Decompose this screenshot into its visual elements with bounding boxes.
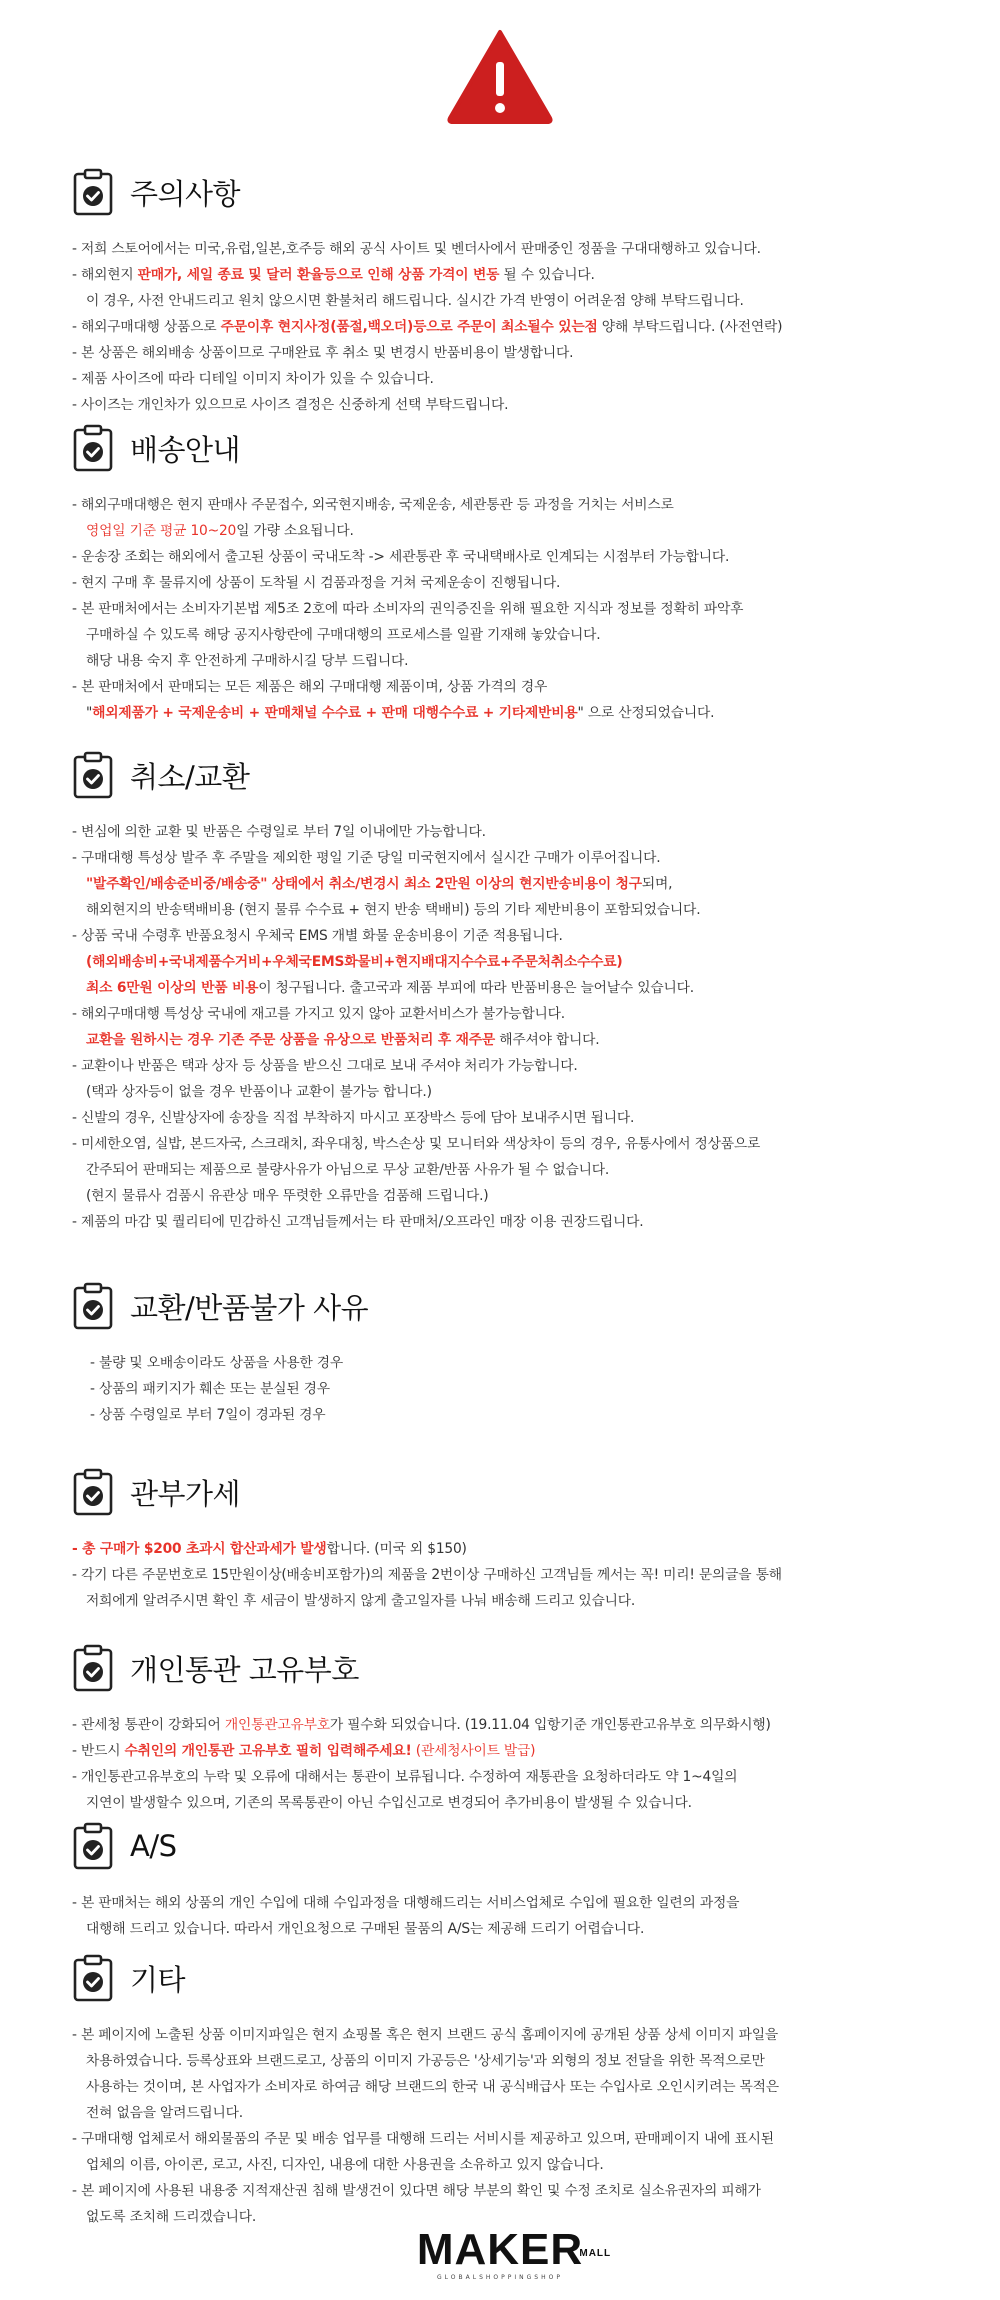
notice-line xyxy=(72,648,952,674)
notice-text: 구매하실 수 있도록 해당 공지사항란에 구매대행의 프로세스를 일괄 기재해 놓았습니다. xyxy=(86,627,601,643)
notice-line xyxy=(72,1790,952,1816)
notice-text: - 해외구매대행은 현지 판매사 주문접수, 외국현지배송, 국제운송, 세관통관 등 과정을 거치는 서비스로 xyxy=(72,497,674,513)
section-title: 기타 xyxy=(130,1962,186,1997)
notice-line xyxy=(72,622,952,648)
notice-text: - 변심에 의한 교환 및 반품은 수령일로 부터 7일 이내에만 가능합니다. xyxy=(72,824,486,840)
section-body xyxy=(72,1712,952,1816)
notice-text: - 상품의 패키지가 훼손 또는 분실된 경우 xyxy=(90,1381,330,1397)
clipboard-check-icon xyxy=(72,424,114,472)
section-title: 주의사항 xyxy=(130,176,241,211)
notice-line xyxy=(72,1764,952,1790)
notice-text: - 운송장 조회는 해외에서 출고된 상품이 국내도착 -> 세관통관 후 국내택배사로 인계되는 시점부터 가능합니다. xyxy=(72,549,730,565)
highlight-text: 판매가, 세일 종료 및 달러 환율등으로 인해 상품 가격이 변동 xyxy=(137,267,500,283)
brand-logo xyxy=(0,2225,1000,2281)
clipboard-check-icon xyxy=(72,751,114,799)
notice-text: - 반드시 xyxy=(72,1743,125,1759)
notice-line xyxy=(72,2048,952,2074)
notice-line xyxy=(72,2100,952,2126)
section-body xyxy=(72,819,952,1235)
notice-text: - 제품의 마감 및 퀄리티에 민감하신 고객님들께서는 타 판매처/오프라인 매장 이용 권장드립니다. xyxy=(72,1214,644,1230)
clipboard-check-icon xyxy=(72,168,114,216)
highlight-text: 최소 6만원 이상의 반품 비용 xyxy=(86,980,259,996)
notice-text: - 해외구매대행 특성상 국내에 재고를 가지고 있지 않아 교환서비스가 불가능합니다. xyxy=(72,1006,565,1022)
notice-line xyxy=(72,975,952,1001)
notice-text: 업체의 이름, 아이콘, 로고, 사진, 디자인, 내용에 대한 사용권을 소유하고 있지 않습니다. xyxy=(86,2157,604,2173)
notice-line xyxy=(72,1209,952,1235)
notice-line xyxy=(72,923,952,949)
notice-line xyxy=(72,236,952,262)
notice-section xyxy=(72,162,952,418)
notice-text: 간주되어 판매되는 제품으로 불량사유가 아님으로 무상 교환/반품 사유가 될 수 없습니다. xyxy=(86,1162,610,1178)
clipboard-check-icon xyxy=(72,1468,114,1516)
notice-line xyxy=(72,340,952,366)
notice-text: 될 수 있습니다. xyxy=(499,267,595,283)
notice-section xyxy=(72,1816,952,1942)
section-title: 개인통관 고유부호 xyxy=(130,1652,359,1687)
highlight-text: 영업일 기준 평균 10~20 xyxy=(86,523,237,539)
notice-text: 합니다. (미국 외 $150) xyxy=(326,1541,467,1557)
section-header xyxy=(72,418,952,478)
notice-text: - 본 페이지에 사용된 내용중 지적재산권 침해 발생건이 있다면 해당 부분의 확인 및 수정 조치로 실소유권자의 피해가 xyxy=(72,2183,761,2199)
notice-text: - 상품 국내 수령후 반품요청시 우체국 EMS 개별 화물 운송비용이 기준 적용됩니다. xyxy=(72,928,563,944)
section-header xyxy=(72,162,952,222)
notice-text: 해외현지의 반송택배비용 (현지 물류 수수료 + 현지 반송 택배비) 등의 기타 제반비용이 포함되었습니다. xyxy=(86,902,701,918)
notice-line xyxy=(72,314,952,340)
section-header xyxy=(72,745,952,805)
notice-text: - 본 판매처에서는 소비자기본법 제5조 2호에 따라 소비자의 권익증진을 위해 필요한 지식과 정보를 정확히 파악후 xyxy=(72,601,744,617)
notice-text: - 해외구매대행 상품으로 xyxy=(72,319,221,335)
notice-text: - 사이즈는 개인차가 있으므로 사이즈 결정은 신중하게 선택 부탁드립니다. xyxy=(72,397,509,413)
notice-line xyxy=(72,1350,952,1376)
notice-line xyxy=(72,871,952,897)
notice-text: - 신발의 경우, 신발상자에 송장을 직접 부착하지 마시고 포장박스 등에 담아 보내주시면 됩니다. xyxy=(72,1110,635,1126)
notice-text: - 본 판매처에서 판매되는 모든 제품은 해외 구매대행 제품이며, 상품 가격의 경우 xyxy=(72,679,548,695)
notice-text: - 불량 및 오배송이라도 상품을 사용한 경우 xyxy=(90,1355,344,1371)
notice-line xyxy=(72,1402,952,1428)
section-body xyxy=(72,1890,952,1942)
highlight-text: (해외배송비+국내제품수거비+우체국EMS화물비+현지배대지수수료+주문처취소수수료) xyxy=(86,954,623,970)
notice-line xyxy=(72,1562,952,1588)
notice-section xyxy=(72,1948,952,2230)
notice-section xyxy=(72,1462,952,1614)
highlight-text: "발주확인/배송준비중/배송중" 상태에서 취소/변경시 최소 2만원 이상의 현지반송비용이 청구 xyxy=(86,876,642,892)
notice-text: - 본 판매처는 해외 상품의 개인 수입에 대해 수입과정을 대행해드리는 서비스업체로 수입에 필요한 일련의 과정을 xyxy=(72,1895,740,1911)
notice-text: 가 필수화 되었습니다. (19.11.04 입항기준 개인통관고유부호 의무화시행) xyxy=(329,1717,771,1733)
notice-text: 대행해 드리고 있습니다. 따라서 개인요청으로 구매된 물품의 A/S는 제공해 드리기 어렵습니다. xyxy=(86,1921,645,1937)
warning-banner xyxy=(0,28,1000,128)
notice-line xyxy=(72,1712,952,1738)
notice-text: - 제품 사이즈에 따라 디테일 이미지 차이가 있을 수 있습니다. xyxy=(72,371,434,387)
notice-text: - 저희 스토어에서는 미국,유럽,일본,호주등 해외 공식 사이트 및 벤더사에서 판매중인 정품을 구대대행하고 있습니다. xyxy=(72,241,761,257)
logo-mall-label: MALL xyxy=(579,2248,612,2259)
notice-text: 해당 내용 숙지 후 안전하게 구매하시길 당부 드립니다. xyxy=(86,653,409,669)
notice-text: - 현지 구매 후 물류지에 상품이 도착될 시 검품과정을 거쳐 국제운송이 진행됩니다. xyxy=(72,575,561,591)
section-header xyxy=(72,1948,952,2008)
notice-text: 양해 부탁드립니다. (사전연락) xyxy=(597,319,783,335)
notice-section xyxy=(72,418,952,726)
notice-line xyxy=(72,2178,952,2204)
notice-line xyxy=(72,366,952,392)
notice-line xyxy=(72,1079,952,1105)
notice-line xyxy=(72,845,952,871)
notice-text: 일 가량 소요됩니다. xyxy=(236,523,354,539)
notice-line xyxy=(72,674,952,700)
notice-line xyxy=(72,949,952,975)
notice-section xyxy=(72,745,952,1235)
notice-line xyxy=(72,1916,952,1942)
notice-line xyxy=(72,1027,952,1053)
notice-line xyxy=(72,492,952,518)
notice-section xyxy=(72,1276,952,1428)
clipboard-check-icon xyxy=(72,1644,114,1692)
notice-text: 이 청구됩니다. 출고국과 제품 부피에 따라 반품비용은 늘어날수 있습니다. xyxy=(258,980,694,996)
notice-text: (현지 물류사 검품시 유관상 매우 뚜렷한 오류만을 검품해 드립니다.) xyxy=(86,1188,489,1204)
notice-text: - 각기 다른 주문번호로 15만원이상(배송비포함가)의 제품을 2번이상 구매하신 고객님들 께서는 꼭! 미리! 문의글을 통해 xyxy=(72,1567,782,1583)
notice-text: 사용하는 것이며, 본 사업자가 소비자로 하여금 해당 브랜드의 한국 내 공식배급사 또는 수입사로 오인시키려는 목적은 xyxy=(86,2079,779,2095)
section-title: 관부가세 xyxy=(130,1476,241,1511)
notice-line xyxy=(72,2126,952,2152)
highlight-text: 교환을 원하시는 경우 기존 주문 상품을 유상으로 반품처리 후 재주문 xyxy=(86,1032,496,1048)
section-header xyxy=(72,1816,952,1876)
notice-text: " xyxy=(86,705,93,721)
notice-line xyxy=(72,1157,952,1183)
clipboard-check-icon xyxy=(72,1954,114,2002)
notice-line xyxy=(72,288,952,314)
notice-line xyxy=(72,2152,952,2178)
section-body xyxy=(72,236,952,418)
notice-text: - 관세청 통관이 강화되어 xyxy=(72,1717,225,1733)
notice-line xyxy=(72,1890,952,1916)
section-header xyxy=(72,1638,952,1698)
notice-text: 지연이 발생할수 있으며, 기존의 목록통관이 아닌 수입신고로 변경되어 추가비용이 발생될 수 있습니다. xyxy=(86,1795,692,1811)
notice-text: - 개인통관고유부호의 누락 및 오류에 대해서는 통관이 보류됩니다. 수정하여 재통관을 요청하더라도 약 1~4일의 xyxy=(72,1769,738,1785)
notice-text: - 교환이나 반품은 택과 상자 등 상품을 받으신 그대로 보내 주셔야 처리가 가능합니다. xyxy=(72,1058,578,1074)
notice-line xyxy=(72,1001,952,1027)
notice-text: - 해외현지 xyxy=(72,267,138,283)
section-title: A/S xyxy=(130,1829,177,1863)
warning-icon xyxy=(446,28,554,124)
highlight-text: 주문이후 현지사정(품절,백오더)등으로 주문이 최소될수 있는점 xyxy=(220,319,598,335)
highlight-text: 개인통관고유부호 xyxy=(224,1717,330,1733)
highlight-text: - 총 구매가 $200 초과시 합산과세가 발생 xyxy=(72,1541,327,1557)
notice-text: 전혀 없음을 알려드립니다. xyxy=(86,2105,243,2121)
notice-line xyxy=(72,570,952,596)
notice-text: 차용하였습니다. 등록상표와 브랜드로고, 상품의 이미지 가공등은 '상세기능'과 외형의 정보 전달을 위한 목적으로만 xyxy=(86,2053,765,2069)
notice-line xyxy=(72,518,952,544)
section-title: 교환/반품불가 사유 xyxy=(130,1290,369,1325)
notice-line xyxy=(72,897,952,923)
section-header xyxy=(72,1462,952,1522)
section-body xyxy=(72,1350,952,1428)
notice-text: 저희에게 알려주시면 확인 후 세금이 발생하지 않게 출고일자를 나눠 배송해 드리고 있습니다. xyxy=(86,1593,636,1609)
notice-text: (택과 상자등이 없을 경우 반품이나 교환이 불가능 합니다.) xyxy=(86,1084,432,1100)
notice-line xyxy=(72,262,952,288)
highlight-text: (관세청사이트 발급) xyxy=(415,1743,536,1759)
notice-line xyxy=(72,1376,952,1402)
notice-text: - 본 페이지에 노출된 상품 이미지파일은 현지 쇼핑몰 혹은 현지 브랜드 공식 홈페이지에 공개된 상품 상세 이미지 파일을 xyxy=(72,2027,779,2043)
logo-wordmark: MAKER xyxy=(416,2225,584,2274)
notice-text: 이 경우, 사전 안내드리고 원치 않으시면 환불처리 해드립니다. 실시간 가격 반영이 어려운점 양해 부탁드립니다. xyxy=(86,293,744,309)
notice-text: - 본 상품은 해외배송 상품이므로 구매완료 후 취소 및 변경시 반품비용이 발생합니다. xyxy=(72,345,574,361)
notice-line xyxy=(72,1738,952,1764)
notice-text: - 구매대행 업체로서 해외물품의 주문 및 배송 업무를 대행해 드리는 서비시를 제공하고 있으며, 판매페이지 내에 표시된 xyxy=(72,2131,774,2147)
notice-line xyxy=(72,1131,952,1157)
section-body xyxy=(72,492,952,726)
notice-line xyxy=(72,700,952,726)
notice-line xyxy=(72,1105,952,1131)
notice-line xyxy=(72,2074,952,2100)
notice-line xyxy=(72,596,952,622)
section-body xyxy=(72,1536,952,1614)
notice-line xyxy=(72,1536,952,1562)
notice-text: 없도록 조치해 드리겠습니다. xyxy=(86,2209,257,2225)
section-body xyxy=(72,2022,952,2230)
notice-line xyxy=(72,544,952,570)
logo-tagline: GLOBALSHOPPINGSHOP xyxy=(437,2274,563,2281)
notice-line xyxy=(72,1183,952,1209)
notice-line xyxy=(72,1588,952,1614)
notice-text: - 미세한오염, 실밥, 본드자국, 스크래치, 좌우대칭, 박스손상 및 모니터와 색상차이 등의 경우, 유통사에서 정상품으로 xyxy=(72,1136,761,1152)
notice-text: 되며, xyxy=(641,876,673,892)
highlight-text: 수취인의 개인통관 고유부호 필히 입력해주세요! xyxy=(124,1743,412,1759)
clipboard-check-icon xyxy=(72,1282,114,1330)
notice-text: - 구매대행 특성상 발주 후 주말을 제외한 평일 기준 당일 미국현지에서 실시간 구매가 이루어집니다. xyxy=(72,850,661,866)
notice-line xyxy=(72,392,952,418)
notice-section xyxy=(72,1638,952,1816)
notice-line xyxy=(72,2022,952,2048)
notice-text: 해주셔야 합니다. xyxy=(495,1032,600,1048)
clipboard-check-icon xyxy=(72,1822,114,1870)
highlight-text: 해외제품가 + 국제운송비 + 판매채널 수수료 + 판매 대행수수료 + 기타제반비용 xyxy=(92,705,578,721)
notice-line xyxy=(72,1053,952,1079)
section-title: 배송안내 xyxy=(130,432,241,467)
notice-text: " 으로 산정되었습니다. xyxy=(577,705,715,721)
notice-line xyxy=(72,819,952,845)
section-title: 취소/교환 xyxy=(130,759,250,794)
section-header xyxy=(72,1276,952,1336)
notice-text: - 상품 수령일로 부터 7일이 경과된 경우 xyxy=(90,1407,326,1423)
